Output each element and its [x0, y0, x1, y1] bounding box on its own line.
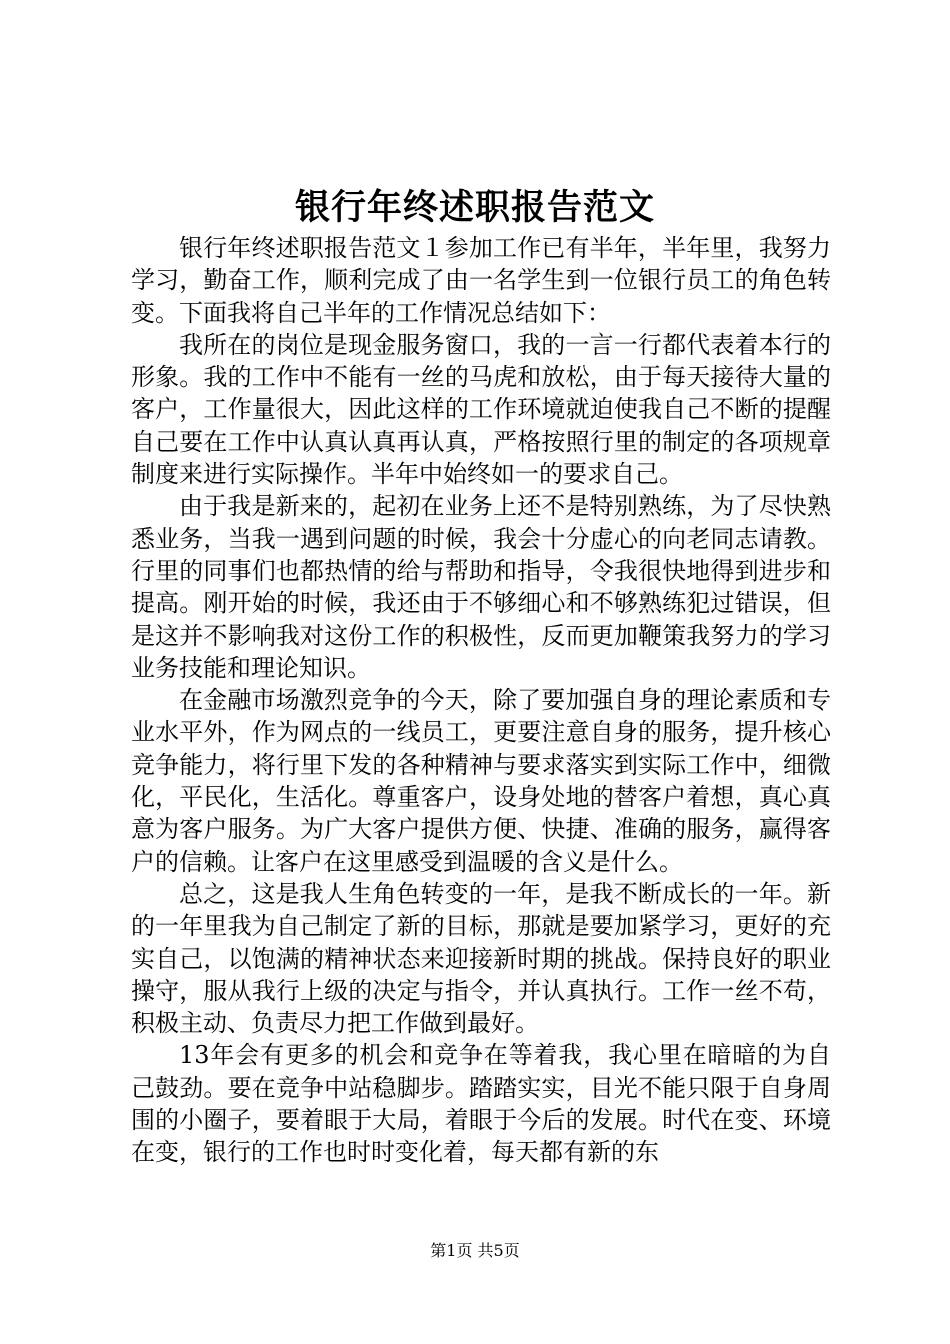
paragraph: 总之，这是我人生角色转变的一年，是我不断成长的一年。新的一年里我为自己制定了新的目标，那就是要加紧学习，更好的充实自己，以饱满的精神状态来迎接新时期的挑战。保持良好的职业操守，服从我行上级的决定与指令，并认真执行。工作一丝不苟，积极主动、负责尽力把工作做到最好。 [131, 879, 831, 1038]
paragraph: 由于我是新来的，起初在业务上还不是特别熟练，为了尽快熟悉业务，当我一遇到问题的时候，我会十分虚心的向老同志请教。行里的同事们也都热情的给与帮助和指导，令我很快地得到进步和提高。刚开始的时候，我还由于不够细心和不够熟练犯过错误，但是这并不影响我对这份工作的积极性，反而更加鞭策我努力的学习业务技能和理论知识。 [131, 492, 831, 682]
document-body [131, 232, 831, 1200]
document-title: 银行年终述职报告范文 [294, 187, 655, 228]
paragraph: 我所在的岗位是现金服务窗口，我的一言一行都代表着本行的形象。我的工作中不能有一丝的马虎和放松，由于每天接待大量的客户，工作量很大，因此这样的工作环境就迫使我自己不断的提醒自己要在工作中认真认真再认真，严格按照行里的制定的各项规章制度来进行实际操作。半年中始终如一的要求自己。 [131, 330, 831, 489]
page-footer: 第1页 共5页 [430, 1241, 520, 1260]
paragraph: 银行年终述职报告范文１参加工作已有半年，半年里，我努力学习，勤奋工作，顺利完成了由一名学生到一位银行员工的角色转变。下面我将自己半年的工作情况总结如下： [131, 234, 831, 327]
paragraph: 13年会有更多的机会和竞争在等着我，我心里在暗暗的为自己鼓劲。要在竞争中站稳脚步。踏踏实实，目光不能只限于自身周围的小圈子，要着眼于大局，着眼于今后的发展。时代在变、环境在变，银行的工作也时时变化着，每天都有新的东 [131, 1041, 831, 1167]
paragraph: 在金融市场激烈竞争的今天，除了要加强自身的理论素质和专业水平外，作为网点的一线员工，更要注意自身的服务，提升核心竞争能力，将行里下发的各种精神与要求落实到实际工作中，细微化，平民化，生活化。尊重客户，设身处地的替客户着想，真心真意为客户服务。为广大客户提供方便、快捷、准确的服务，赢得客户的信赖。让客户在这里感受到温暖的含义是什么。 [131, 686, 831, 876]
